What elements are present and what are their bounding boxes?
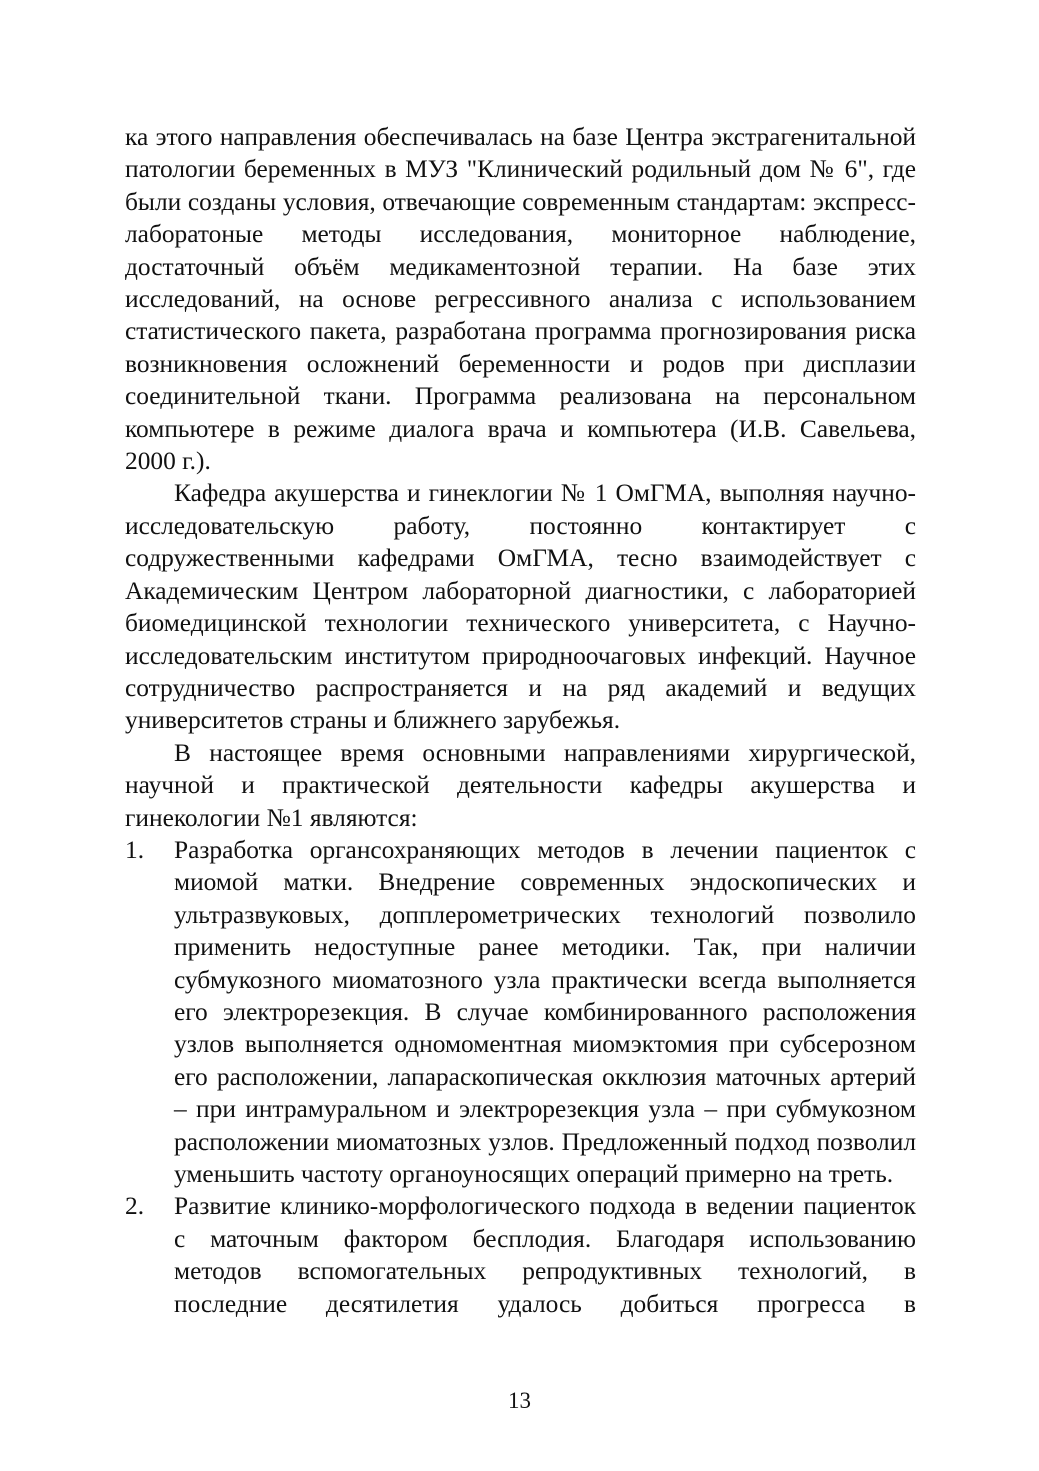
list-item-text: Разработка органсохраняющих методов в лечении пациенток с миомой матки. Внедрение современных эндоскопических и ультразвуковых, допплерометрических технологий позволило применить недоступные ранее методики. Так, при наличии субмукозного миоматозного узла практически всегда выполняется его электрорезекция. В случае комбинированного расположения узлов выполняется одномоментная миомэктомия при субсерозном его расположении, лапараскопическая окклюзия маточных артерий – при интрамуральном и электрорезекция узла – при субмукозном расположении миоматозных узлов. Предложенный подход позволил уменьшить частоту органоуносящих операций примерно на треть.: [174, 835, 916, 1188]
directions-list: [125, 834, 916, 1320]
list-item: [125, 1190, 916, 1320]
list-item-number: 2.: [125, 1192, 145, 1221]
paragraph-continuation: ка этого направления обеспечивалась на базе Центра экстрагенитальной патологии беременных в МУЗ "Клинический родильный дом № 6", где были созданы условия, отвечающие современным стандартам: экспресс-лаборатоные методы исследования, мониторное наблюдение, достаточный объём медикаментозной терапии. На базе этих исследований, на основе регрессивного анализа с использованием статистического пакета, разработана программа прогнозирования риска возникновения осложнений беременности и родов при дисплазии соединительной ткани. Программа реализована на персональном компьютере в режиме диалога врача и компьютера (И.В. Савельева, 2000 г.).: [125, 123, 916, 476]
page-number: 13: [508, 1388, 531, 1413]
paragraph-department-collaboration: Кафедра акушерства и гинеклогии № 1 ОмГМА, выполняя научно-исследовательскую работу, постоянно контактирует с содружественными кафедрами ОмГМА, тесно взаимодействует с Академическим Центром лабораторной диагностики, с лабораторией биомедицинской технологии технического университета, с Научно-исследовательским институтом природноочаговых инфекций. Научное сотрудничество распространяется и на ряд академий и ведущих университетов страны и ближнего зарубежья.: [125, 479, 916, 735]
paragraph-directions-intro: В настоящее время основными направлениями хирургической, научной и практической деятельности кафедры акушерства и гинекологии №1 являются:: [125, 738, 916, 832]
list-item: [125, 834, 916, 1190]
list-item-number: 1.: [125, 835, 145, 864]
list-item-text: Развитие клинико-морфологического подхода в ведении пациенток с маточным фактором бесплодия. Благодаря использованию методов вспомогательных репродуктивных технологий, в последние десятилетия удалось добиться прогресса в: [174, 1192, 916, 1318]
page-body: [125, 121, 916, 1320]
